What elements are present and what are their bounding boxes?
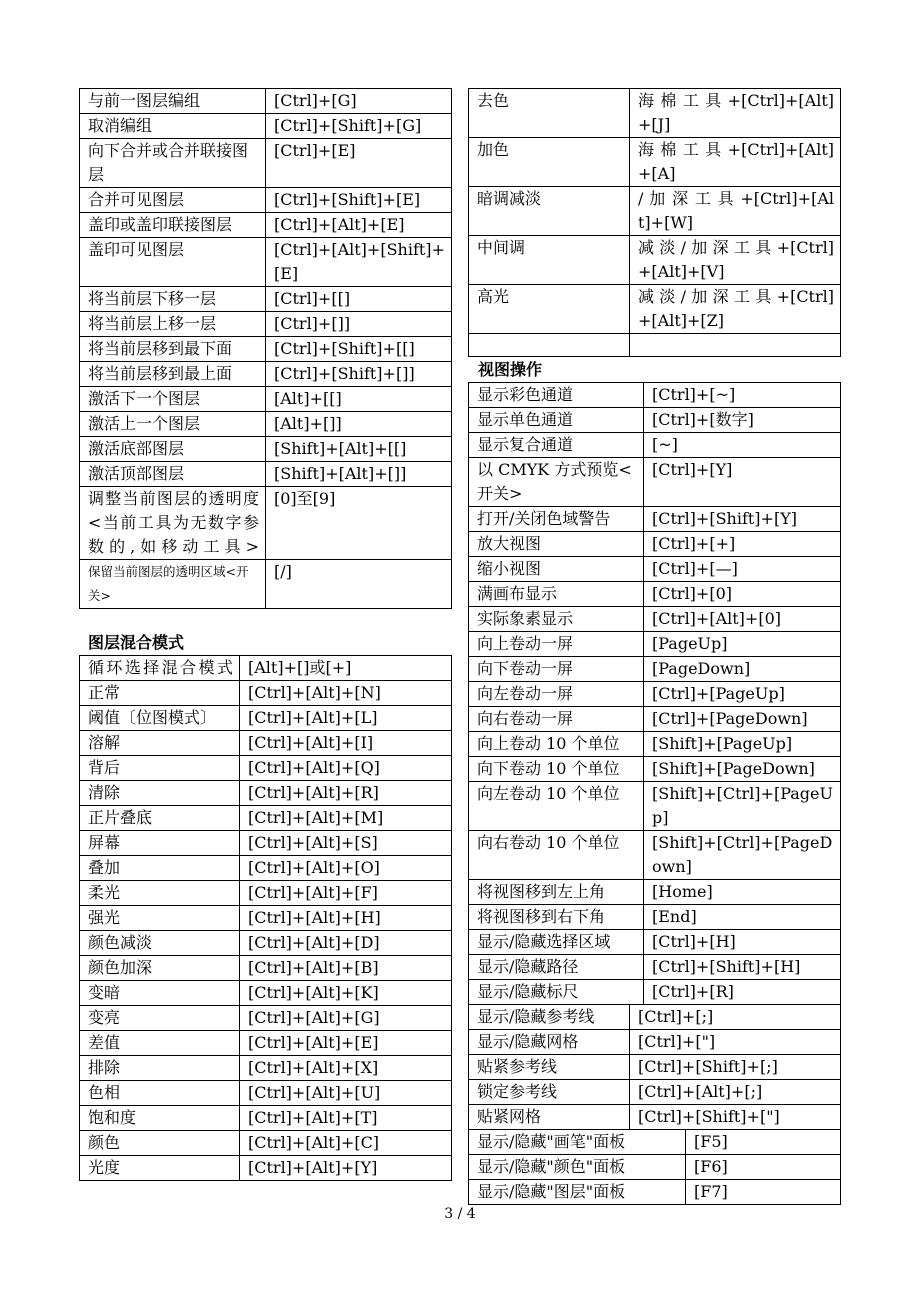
table-row — [469, 1105, 841, 1130]
action-cell: 显示单色通道 — [469, 408, 644, 433]
panel-table — [468, 1129, 841, 1205]
table-row — [469, 732, 841, 757]
shortcut-cell: [/] — [266, 560, 452, 609]
action-cell: 正常 — [80, 681, 240, 706]
shortcut-cell: [Ctrl]+[PageDown] — [644, 707, 841, 732]
guide-table — [468, 1004, 841, 1130]
action-cell: 颜色 — [80, 1131, 240, 1156]
shortcut-cell: [Ctrl]+[Alt]+[D] — [240, 931, 452, 956]
shortcut-cell: [Shift]+[Ctrl]+[PageUp] — [644, 782, 841, 831]
action-cell: 锁定参考线 — [469, 1080, 630, 1105]
table-row — [80, 781, 452, 806]
shortcut-cell: [Ctrl]+[Alt]+[Q] — [240, 756, 452, 781]
action-cell: 背后 — [80, 756, 240, 781]
table-row — [469, 1180, 841, 1205]
action-cell: 显示/隐藏参考线 — [469, 1005, 630, 1030]
action-cell: 合并可见图层 — [80, 188, 266, 213]
shortcut-cell: [Ctrl]+[Shift]+[E] — [266, 188, 452, 213]
shortcut-cell: [Ctrl]+[Shift]+[[] — [266, 337, 452, 362]
action-cell: 向右卷动 10 个单位 — [469, 831, 644, 880]
right-column-2 — [468, 382, 841, 1205]
action-cell: 向下卷动 10 个单位 — [469, 757, 644, 782]
table-row — [80, 487, 452, 560]
layer-shortcut-table — [79, 88, 452, 609]
action-cell: 去色 — [469, 89, 630, 138]
action-cell: 向上卷动 10 个单位 — [469, 732, 644, 757]
shortcut-cell: 减 淡 / 加 深 工 具 +[Ctrl]+[Alt]+[V] — [630, 236, 841, 285]
action-cell: 循环选择混合模式 — [80, 656, 240, 681]
table-row — [80, 956, 452, 981]
table-row — [469, 507, 841, 532]
action-cell: 暗调减淡 — [469, 187, 630, 236]
table-row — [469, 707, 841, 732]
shortcut-cell: / 加 深 工 具 +[Ctrl]+[Alt]+[W] — [630, 187, 841, 236]
table-row — [469, 89, 841, 138]
action-cell: 实际象素显示 — [469, 607, 644, 632]
shortcut-cell: [Alt]+[]] — [266, 412, 452, 437]
shortcut-cell: [Ctrl]+[Alt]+[B] — [240, 956, 452, 981]
shortcut-cell: [Ctrl]+[+] — [644, 532, 841, 557]
action-cell: 将当前层移到最上面 — [80, 362, 266, 387]
action-cell: 保留当前图层的透明区域<开关> — [80, 560, 266, 609]
table-row — [469, 582, 841, 607]
table-row — [80, 238, 452, 287]
action-cell: 差值 — [80, 1031, 240, 1056]
table-row — [80, 981, 452, 1006]
action-cell: 显示/隐藏路径 — [469, 955, 644, 980]
shortcut-cell: [Alt]+[[] — [266, 387, 452, 412]
shortcut-cell: 海 棉 工 具 +[Ctrl]+[Alt]+[J] — [630, 89, 841, 138]
action-cell: 正片叠底 — [80, 806, 240, 831]
shortcut-cell: [Ctrl]+[E] — [266, 139, 452, 188]
shortcut-cell: [PageDown] — [644, 657, 841, 682]
action-cell: 高光 — [469, 285, 630, 334]
table-row — [469, 285, 841, 334]
action-cell: 贴紧网格 — [469, 1105, 630, 1130]
table-row — [469, 458, 841, 507]
shortcut-cell: [Ctrl]+[0] — [644, 582, 841, 607]
table-row — [80, 213, 452, 238]
shortcut-cell: [Ctrl]+[Shift]+[]] — [266, 362, 452, 387]
table-row — [469, 955, 841, 980]
table-row — [469, 1005, 841, 1030]
table-row — [80, 362, 452, 387]
action-cell: 盖印或盖印联接图层 — [80, 213, 266, 238]
shortcut-cell: [0]至[9] — [266, 487, 452, 560]
shortcut-cell: [Ctrl]+[Alt]+[O] — [240, 856, 452, 881]
shortcut-cell: [Ctrl]+[]] — [266, 312, 452, 337]
table-row — [80, 731, 452, 756]
action-cell: 叠加 — [80, 856, 240, 881]
shortcut-cell: [Ctrl]+[~] — [644, 383, 841, 408]
table-row — [80, 560, 452, 609]
shortcut-cell: [Ctrl]+[Alt]+[X] — [240, 1056, 452, 1081]
shortcut-cell: [Ctrl]+[[] — [266, 287, 452, 312]
shortcut-cell: [Ctrl]+[Alt]+[F] — [240, 881, 452, 906]
action-cell: 饱和度 — [80, 1106, 240, 1131]
shortcut-cell: [Shift]+[PageDown] — [644, 757, 841, 782]
shortcut-cell — [630, 334, 841, 357]
table-row — [469, 1055, 841, 1080]
shortcut-cell: [Ctrl]+[Alt]+[E] — [240, 1031, 452, 1056]
action-cell: 屏幕 — [80, 831, 240, 856]
shortcut-cell: [Ctrl]+[Alt]+[M] — [240, 806, 452, 831]
shortcut-cell: [Ctrl]+[Alt]+[Y] — [240, 1156, 452, 1181]
shortcut-cell: [Ctrl]+[Alt]+[N] — [240, 681, 452, 706]
shortcut-cell: [Ctrl]+[PageUp] — [644, 682, 841, 707]
shortcut-cell: [Shift]+[Alt]+[]] — [266, 462, 452, 487]
table-row — [80, 656, 452, 681]
shortcut-cell: [Ctrl]+[—] — [644, 557, 841, 582]
shortcut-cell: [Home] — [644, 880, 841, 905]
shortcut-cell: [Ctrl]+[Alt]+[E] — [266, 213, 452, 238]
table-row — [80, 387, 452, 412]
action-cell: 取消编组 — [80, 114, 266, 139]
shortcut-cell: [Ctrl]+[Alt]+[H] — [240, 906, 452, 931]
shortcut-cell: [Ctrl]+[Alt]+[T] — [240, 1106, 452, 1131]
shortcut-cell: [Ctrl]+[Shift]+[Y] — [644, 507, 841, 532]
action-cell: 显示复合通道 — [469, 433, 644, 458]
table-row — [469, 433, 841, 458]
shortcut-cell: 减 淡 / 加 深 工 具 +[Ctrl]+[Alt]+[Z] — [630, 285, 841, 334]
left-column — [79, 88, 452, 609]
table-row — [469, 632, 841, 657]
table-row — [80, 1081, 452, 1106]
action-cell: 阈值〔位图模式〕 — [80, 706, 240, 731]
shortcut-cell: [F6] — [686, 1155, 841, 1180]
action-cell: 变亮 — [80, 1006, 240, 1031]
action-cell: 向左卷动 10 个单位 — [469, 782, 644, 831]
shortcut-cell: [Shift]+[Ctrl]+[PageDown] — [644, 831, 841, 880]
shortcut-cell: [Ctrl]+[Alt]+[G] — [240, 1006, 452, 1031]
tool-shortcut-table — [468, 88, 841, 357]
table-row — [469, 557, 841, 582]
table-row — [80, 706, 452, 731]
table-row — [469, 782, 841, 831]
action-cell: 缩小视图 — [469, 557, 644, 582]
table-row — [80, 462, 452, 487]
table-row — [80, 931, 452, 956]
action-cell: 以 CMYK 方式预览<开关> — [469, 458, 644, 507]
action-cell: 显示/隐藏标尺 — [469, 980, 644, 1005]
shortcut-cell: [Shift]+[PageUp] — [644, 732, 841, 757]
table-row — [469, 905, 841, 930]
table-row — [80, 856, 452, 881]
shortcut-cell: [Ctrl]+[Shift]+["] — [630, 1105, 841, 1130]
action-cell: 向下合并或合并联接图层 — [80, 139, 266, 188]
action-cell: 将当前层移到最下面 — [80, 337, 266, 362]
shortcut-cell: [Ctrl]+[G] — [266, 89, 452, 114]
table-row — [80, 1131, 452, 1156]
shortcut-cell: [Ctrl]+[H] — [644, 930, 841, 955]
shortcut-cell: [Ctrl]+[Alt]+[L] — [240, 706, 452, 731]
shortcut-cell: [Ctrl]+[Y] — [644, 458, 841, 507]
table-row — [80, 89, 452, 114]
shortcut-cell: [End] — [644, 905, 841, 930]
shortcut-cell: [F5] — [686, 1130, 841, 1155]
table-row — [80, 139, 452, 188]
action-cell: 清除 — [80, 781, 240, 806]
table-row — [80, 906, 452, 931]
table-row — [80, 188, 452, 213]
action-cell: 放大视图 — [469, 532, 644, 557]
table-row — [469, 831, 841, 880]
table-row — [469, 1030, 841, 1055]
action-cell: 满画布显示 — [469, 582, 644, 607]
table-row — [469, 607, 841, 632]
action-cell: 排除 — [80, 1056, 240, 1081]
shortcut-cell: [Ctrl]+["] — [630, 1030, 841, 1055]
blend-mode-table — [79, 655, 452, 1181]
table-row — [80, 437, 452, 462]
table-row — [80, 412, 452, 437]
action-cell: 调整当前图层的透明度<当前工具为无数字参数的,如移动工具> — [80, 487, 266, 560]
shortcut-cell: [Shift]+[Alt]+[[] — [266, 437, 452, 462]
action-cell: 激活底部图层 — [80, 437, 266, 462]
shortcut-cell: [Ctrl]+[Alt]+[S] — [240, 831, 452, 856]
shortcut-cell: [Ctrl]+[Alt]+[C] — [240, 1131, 452, 1156]
table-row — [80, 1006, 452, 1031]
shortcut-cell: [Ctrl]+[Alt]+[;] — [630, 1080, 841, 1105]
action-cell: 将视图移到右下角 — [469, 905, 644, 930]
table-row — [469, 980, 841, 1005]
table-row — [469, 1130, 841, 1155]
action-cell: 将当前层下移一层 — [80, 287, 266, 312]
shortcut-cell: [Ctrl]+[Alt]+[Shift]+[E] — [266, 238, 452, 287]
action-cell: 激活下一个图层 — [80, 387, 266, 412]
action-cell: 溶解 — [80, 731, 240, 756]
table-row — [469, 880, 841, 905]
table-row — [469, 1155, 841, 1180]
table-row — [80, 114, 452, 139]
action-cell: 中间调 — [469, 236, 630, 285]
action-cell — [469, 334, 630, 357]
table-row — [80, 806, 452, 831]
action-cell: 柔光 — [80, 881, 240, 906]
action-cell: 激活上一个图层 — [80, 412, 266, 437]
table-row — [80, 831, 452, 856]
table-row — [80, 287, 452, 312]
action-cell: 显示/隐藏"画笔"面板 — [469, 1130, 686, 1155]
action-cell: 盖印可见图层 — [80, 238, 266, 287]
table-row — [469, 138, 841, 187]
action-cell: 显示/隐藏"颜色"面板 — [469, 1155, 686, 1180]
table-row — [80, 337, 452, 362]
action-cell: 将视图移到左上角 — [469, 880, 644, 905]
action-cell: 激活顶部图层 — [80, 462, 266, 487]
shortcut-cell: 海 棉 工 具 +[Ctrl]+[Alt]+[A] — [630, 138, 841, 187]
shortcut-cell: [Alt]+[]或[+] — [240, 656, 452, 681]
shortcut-cell: [PageUp] — [644, 632, 841, 657]
action-cell: 显示/隐藏选择区域 — [469, 930, 644, 955]
shortcut-cell: [Ctrl]+[数字] — [644, 408, 841, 433]
table-row — [469, 383, 841, 408]
table-row — [80, 1156, 452, 1181]
shortcut-cell: [Ctrl]+[R] — [644, 980, 841, 1005]
shortcut-cell: [Ctrl]+[;] — [630, 1005, 841, 1030]
action-cell: 向左卷动一屏 — [469, 682, 644, 707]
action-cell: 强光 — [80, 906, 240, 931]
right-column — [468, 88, 841, 357]
table-row — [80, 1056, 452, 1081]
shortcut-cell: [Ctrl]+[Shift]+[H] — [644, 955, 841, 980]
action-cell: 打开/关闭色域警告 — [469, 507, 644, 532]
action-cell: 颜色加深 — [80, 956, 240, 981]
table-row — [469, 1080, 841, 1105]
table-row — [469, 187, 841, 236]
table-row — [80, 312, 452, 337]
table-row — [80, 1031, 452, 1056]
shortcut-cell: [Ctrl]+[Alt]+[R] — [240, 781, 452, 806]
table-row — [469, 236, 841, 285]
view-heading: 视图操作 — [478, 360, 543, 379]
action-cell: 变暗 — [80, 981, 240, 1006]
action-cell: 色相 — [80, 1081, 240, 1106]
action-cell: 颜色减淡 — [80, 931, 240, 956]
shortcut-cell: [~] — [644, 433, 841, 458]
table-row — [469, 657, 841, 682]
blend-mode-heading: 图层混合模式 — [88, 633, 185, 652]
table-row — [80, 881, 452, 906]
shortcut-cell: [Ctrl]+[Alt]+[I] — [240, 731, 452, 756]
table-row — [80, 756, 452, 781]
shortcut-cell: [Ctrl]+[Shift]+[G] — [266, 114, 452, 139]
table-row — [469, 682, 841, 707]
table-row — [80, 681, 452, 706]
action-cell: 向右卷动一屏 — [469, 707, 644, 732]
action-cell: 与前一图层编组 — [80, 89, 266, 114]
table-row — [469, 930, 841, 955]
action-cell: 向下卷动一屏 — [469, 657, 644, 682]
shortcut-cell: [Ctrl]+[Alt]+[K] — [240, 981, 452, 1006]
action-cell: 显示彩色通道 — [469, 383, 644, 408]
view-table — [468, 382, 841, 1005]
shortcut-cell: [Ctrl]+[Alt]+[U] — [240, 1081, 452, 1106]
table-row — [469, 408, 841, 433]
shortcut-cell: [F7] — [686, 1180, 841, 1205]
table-row — [469, 334, 841, 357]
table-row — [469, 532, 841, 557]
action-cell: 显示/隐藏"图层"面板 — [469, 1180, 686, 1205]
table-row — [469, 757, 841, 782]
page-number: 3 / 4 — [444, 1206, 476, 1222]
left-column-2 — [79, 655, 452, 1181]
shortcut-cell: [Ctrl]+[Alt]+[0] — [644, 607, 841, 632]
action-cell: 贴紧参考线 — [469, 1055, 630, 1080]
action-cell: 显示/隐藏网格 — [469, 1030, 630, 1055]
action-cell: 向上卷动一屏 — [469, 632, 644, 657]
shortcut-cell: [Ctrl]+[Shift]+[;] — [630, 1055, 841, 1080]
action-cell: 加色 — [469, 138, 630, 187]
action-cell: 将当前层上移一层 — [80, 312, 266, 337]
table-row — [80, 1106, 452, 1131]
action-cell: 光度 — [80, 1156, 240, 1181]
